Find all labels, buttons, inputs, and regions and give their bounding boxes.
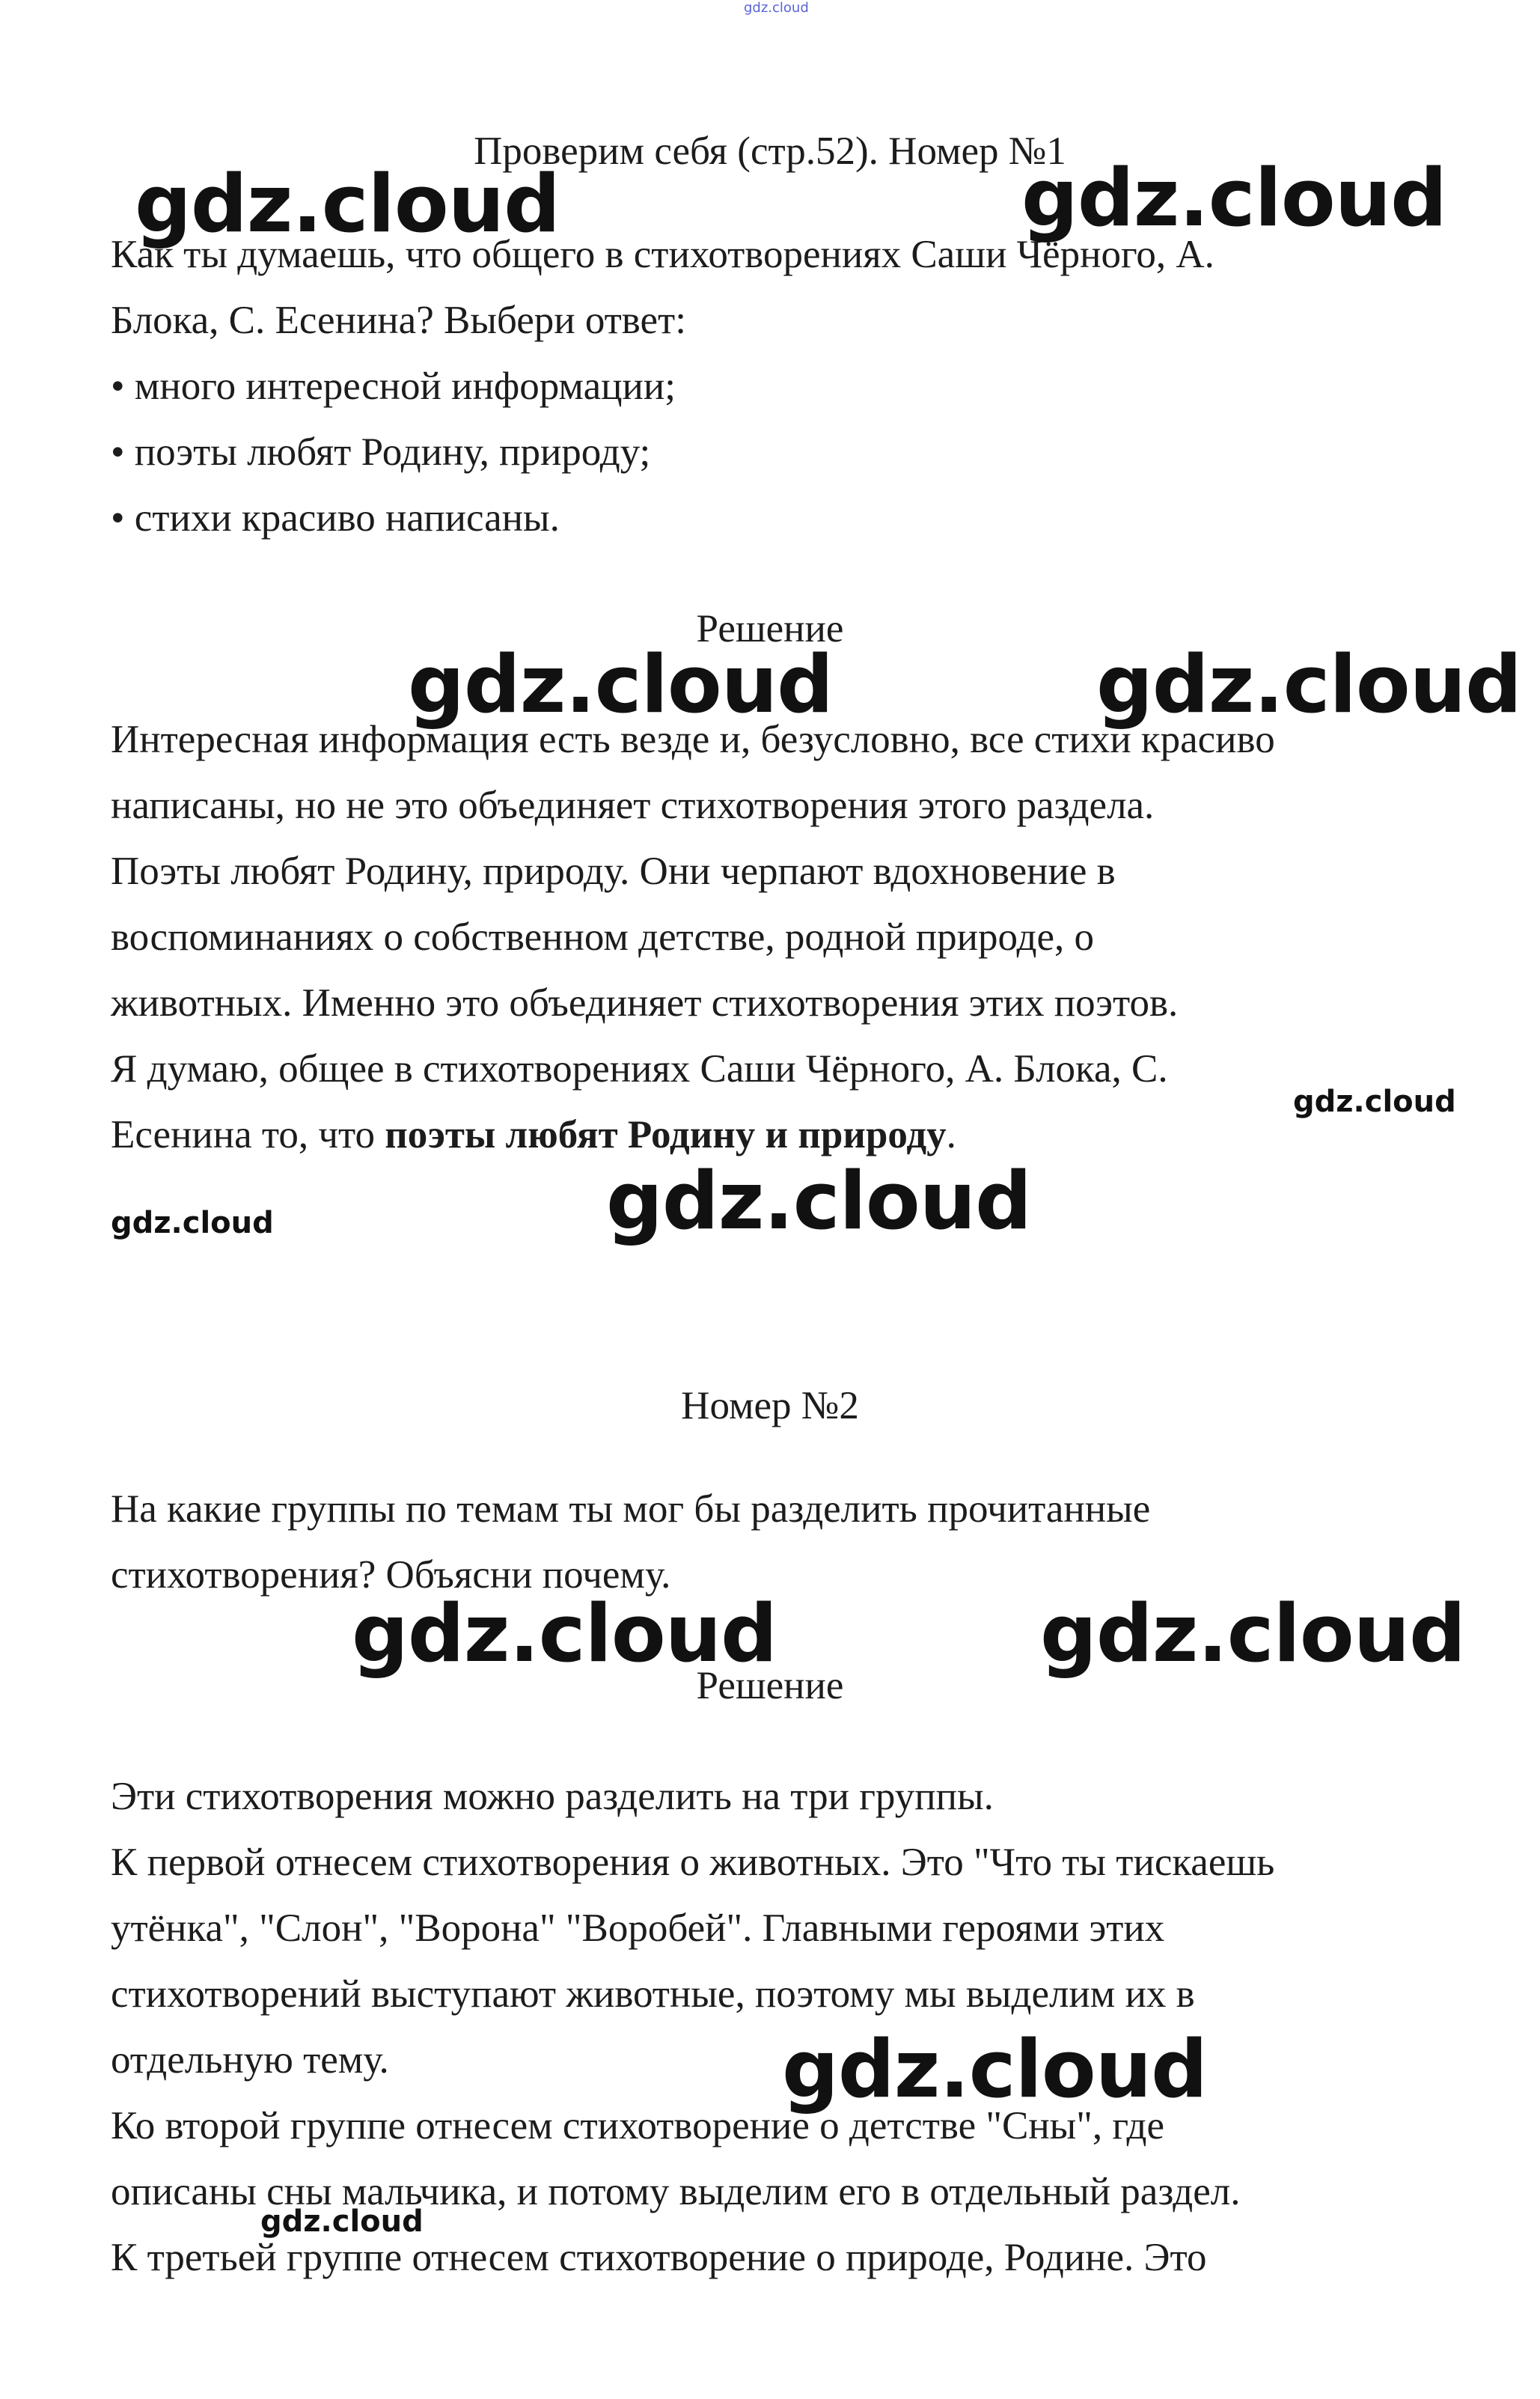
watermark-large: gdz.cloud [1040,1588,1466,1680]
task1-option-line: • много интересной информации; [111,365,676,408]
task1-solution-label: Решение [696,607,844,650]
watermark-large: gdz.cloud [606,1155,1032,1247]
watermark-small: gdz.cloud [260,2204,424,2239]
task1-answer-suffix: . [946,1113,956,1156]
watermark-large: gdz.cloud [1021,152,1447,244]
task2-answer-line: утёнка", "Слон", "Ворона" "Воробей". Главными героями этих [111,1906,1165,1950]
watermark-large: gdz.cloud [352,1588,777,1680]
watermark-large: gdz.cloud [408,638,834,731]
task1-answer-prefix: Есенина то, что [111,1113,385,1156]
watermark-top-tiny: gdz.cloud [744,0,809,16]
task1-answer-last-line [111,1112,956,1157]
task1-option-line: • поэты любят Родину, природу; [111,430,651,474]
task2-answer-line: отдельную тему. [111,2038,389,2082]
task1-question-line: Как ты думаешь, что общего в стихотворениях Саши Чёрного, А. [111,233,1214,276]
task2-question-line: На какие группы по темам ты мог бы разделить прочитанные [111,1487,1151,1531]
task1-answer-line: Поэты любят Родину, природу. Они черпают вдохновение в [111,850,1116,893]
watermark-small: gdz.cloud [111,1206,274,1240]
task2-answer-line: описаны сны мальчика, и потому выделим его в отдельный раздел. [111,2170,1241,2213]
task1-answer-highlight: поэты любят Родину и природу [385,1113,947,1156]
task1-heading: Проверим себя (стр.52). Номер №1 [474,129,1066,173]
task2-heading: Номер №2 [681,1384,859,1427]
task2-answer-line: Ко второй группе отнесем стихотворение о детстве "Сны", где [111,2104,1165,2147]
watermark-large: gdz.cloud [1096,638,1522,731]
task1-question-line: Блока, С. Есенина? Выбери ответ: [111,299,686,342]
watermark-small: gdz.cloud [1293,1085,1456,1119]
task2-answer-line: Эти стихотворения можно разделить на три группы. [111,1775,994,1818]
task2-solution-label: Решение [696,1664,844,1707]
task1-answer-line: написаны, но не это объединяет стихотворения этого раздела. [111,784,1155,827]
task1-answer-line: Я думаю, общее в стихотворениях Саши Чёрного, А. Блока, С. [111,1047,1168,1091]
task1-answer-line: животных. Именно это объединяет стихотворения этих поэтов. [111,981,1179,1025]
watermark-large: gdz.cloud [782,2023,1208,2115]
task2-question-line: стихотворения? Объясни почему. [111,1553,671,1597]
task1-option-line: • стихи красиво написаны. [111,496,560,540]
watermark-large: gdz.cloud [135,158,560,250]
task2-answer-line: стихотворений выступают животные, поэтому мы выделим их в [111,1972,1195,2016]
task2-answer-line: К третьей группе отнесем стихотворение о природе, Родине. Это [111,2236,1207,2279]
task1-answer-line: воспоминаниях о собственном детстве, родной природе, о [111,915,1095,959]
task2-answer-line: К первой отнесем стихотворения о животных. Это "Что ты тискаешь [111,1841,1275,1884]
task1-answer-line: Интересная информация есть везде и, безусловно, все стихи красиво [111,718,1275,761]
